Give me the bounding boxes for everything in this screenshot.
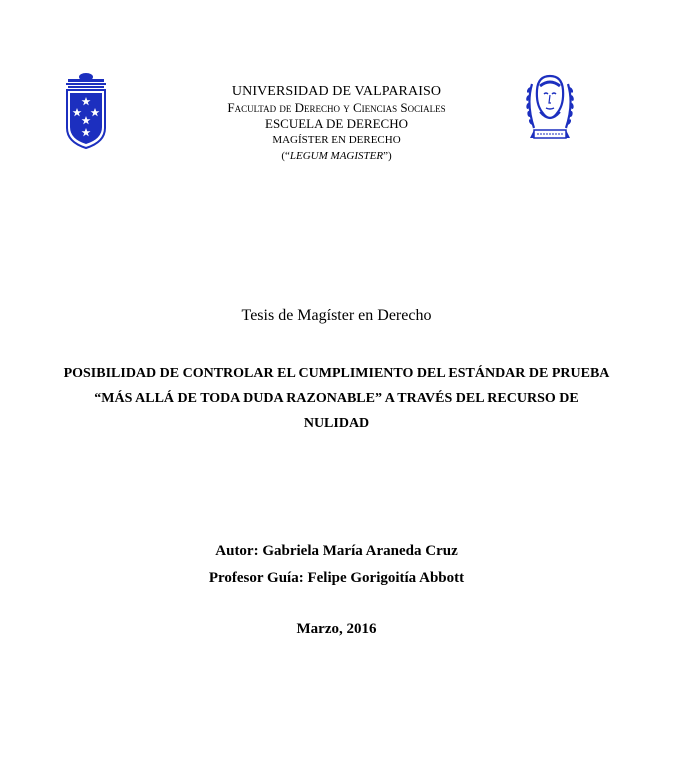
faculty-name: Facultad de Derecho y Ciencias Sociales — [227, 100, 446, 115]
motto-close-quote: ”) — [383, 150, 392, 162]
school-name: ESCUELA DE DERECHO — [265, 116, 408, 131]
author-block — [0, 538, 673, 592]
author-line: Autor: Gabriela María Araneda Cruz — [215, 543, 458, 559]
thesis-type: Tesis de Magíster en Derecho — [241, 307, 432, 324]
thesis-title: POSIBILIDAD DE CONTROLAR EL CUMPLIMIENTO DEL ESTÁNDAR DE PRUEBA “MÁS ALLÁ DE TODA DUDA RAZONABLE” A TRAVÉS DEL RECURSO DE NULIDAD — [63, 366, 610, 431]
advisor-line: Profesor Guía: Felipe Gorigoitía Abbott — [208, 570, 465, 586]
program-name: MAGÍSTER EN DERECHO — [272, 134, 401, 146]
program-motto: LEGUM MAGISTER — [289, 150, 384, 162]
institution-header — [0, 84, 673, 164]
university-name: UNIVERSIDAD DE VALPARAISO — [231, 84, 442, 99]
program-motto-line — [0, 148, 673, 164]
thesis-date: Marzo, 2016 — [296, 621, 377, 637]
motto-open-quote: (“ — [281, 150, 290, 162]
